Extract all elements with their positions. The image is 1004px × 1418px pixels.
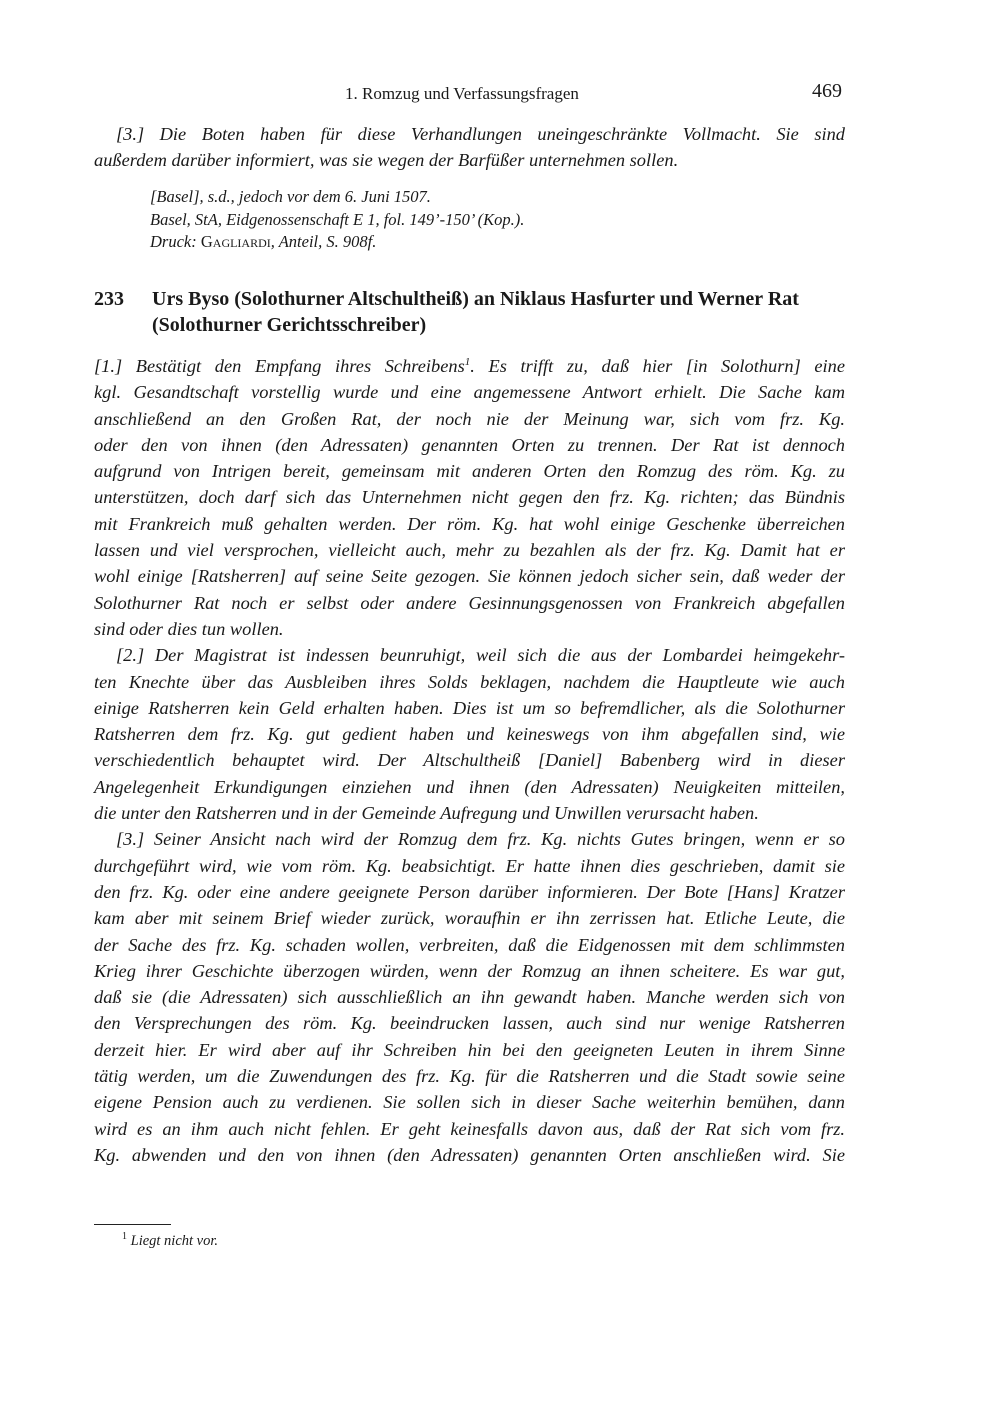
- text-line: eigene Pension auch zu verdienen. Sie sollen sich in dieser Sache weiterhin bemühen, dann: [94, 1092, 845, 1113]
- print-label: Druck:: [150, 232, 197, 251]
- item-body: [94, 353, 845, 1168]
- item-title-line: Urs Byso (Solothurner Altschultheiß) an Niklaus Hasfurter und Werner Rat: [152, 288, 799, 310]
- text-line: [3.] Seiner Ansicht nach wird der Romzug dem frz. Kg. nichts Gutes bringen, wenn er so: [116, 829, 845, 850]
- text-line: tätig werden, um die Zuwendungen des frz. Kg. für die Ratsherren und die Stadt sowie seine: [94, 1066, 845, 1087]
- running-title: 1. Romzug und Verfassungsfragen: [345, 84, 579, 103]
- text-line: [2.] Der Magistrat ist indessen beunruhigt, weil sich die aus der Lombardei heimgekehr-: [116, 645, 845, 666]
- paragraph-3: [94, 826, 845, 1168]
- text-line: unterstützen, doch darf sich das Unternehmen nicht gegen den frz. Kg. richten; das Bündnis: [94, 487, 845, 508]
- text-line: wird es an ihm auch nicht fehlen. Er geht keinesfalls davon aus, daß der Rat sich vom frz.: [94, 1118, 845, 1139]
- text-line: den Versprechungen des röm. Kg. beeindrucken lassen, auch sind nur wenige Ratsherren: [94, 1013, 845, 1034]
- print-author: Gagliardi: [200, 232, 271, 251]
- footnote-ref[interactable]: 1: [464, 355, 471, 368]
- text-line: aufgrund von Intrigen bereit, gemeinsam mit anderen Orten den Romzug des röm. Kg. zu: [94, 461, 845, 482]
- text-line: außerdem darüber informiert, was sie wegen der Barfüßer unternehmen sollen.: [94, 150, 679, 171]
- text-line: sind oder dies tun wollen.: [94, 618, 284, 639]
- text-line: kgl. Gesandtschaft vorstellig wurde und eine angemessene Antwort erhielt. Die Sache kam: [94, 382, 845, 403]
- text-line: lassen und viel versprochen, vielleicht auch, mehr zu bezahlen als der frz. Kg. Damit hat er: [94, 540, 845, 561]
- text-line: mit Frankreich muß gehalten werden. Der röm. Kg. hat wohl einige Geschenke überreichen: [94, 513, 845, 534]
- footnote-text: Liegt nicht vor.: [130, 1233, 219, 1249]
- text: [1.] Bestätigt den Empfang ihres Schreibens: [94, 356, 465, 376]
- text-line: Angelegenheit Erkundigungen einziehen und ihnen (den Adressaten) Neuigkeiten mitteilen,: [94, 776, 845, 797]
- text-line: daß sie (die Adressaten) sich ausschließlich an ihn gewandt haben. Manche werden sich von: [94, 987, 845, 1008]
- text-line: [3.] Die Boten haben für diese Verhandlungen uneingeschränkte Vollmacht. Sie sind: [116, 124, 845, 144]
- item-number: 233: [94, 288, 124, 310]
- item-heading: [94, 286, 845, 338]
- print-ref: , Anteil, S. 908f.: [270, 232, 377, 251]
- text-line: Krieg ihrer Geschichte überzogen würden, wenn der Romzug an ihnen scheitere. Es war gut,: [94, 960, 845, 981]
- source-notes: [150, 186, 524, 254]
- text-line: verschiedentlich behauptet wird. Der Altschultheiß [Daniel] Babenberg wird in dieser: [94, 750, 845, 771]
- text-line: [94, 353, 845, 379]
- text-line: den frz. Kg. oder eine andere geeignete Person darüber informieren. Der Bote [Hans] Kratzer: [94, 881, 845, 902]
- print-line: [150, 231, 524, 254]
- item-title-line: (Solothurner Gerichtsschreiber): [152, 314, 427, 336]
- text-line: durchgeführt wird, wie vom röm. Kg. beabsichtigt. Er hatte ihnen dies geschrieben, damit sie: [94, 855, 845, 876]
- text-line: derzeit hier. Er wird aber auf ihr Schreiben hin bei den geeigneten Leuten in ihrem Sinne: [94, 1039, 845, 1060]
- text-line: anschließend an den Großen Rat, der noch nie der Meinung war, sich vom frz. Kg.: [94, 408, 845, 429]
- paragraph-1: [94, 379, 845, 642]
- text-line: Solothurner Rat noch er selbst oder andere Gesinnungsgenossen von Frankreich abgefallen: [94, 592, 845, 613]
- text-line: die unter den Ratsherren und in der Gemeinde Aufregung und Unwillen verursacht haben.: [94, 803, 759, 824]
- text-line: oder den von ihnen (den Adressaten) genannten Orten zu trennen. Der Rat ist dennoch: [94, 434, 845, 455]
- page-number: 469: [812, 80, 842, 102]
- date-line: [Basel], s.d., jedoch vor dem 6. Juni 1507.: [150, 187, 431, 206]
- text-line: Kg. abwenden und den von ihnen (den Adressaten) genannten Orten anschließen wird. Sie: [94, 1144, 845, 1165]
- text-line: einige Ratsherren kein Geld erhalten haben. Dies ist um so befremdlicher, als die Solothurner: [94, 697, 845, 718]
- footnote: [122, 1233, 218, 1250]
- text-line: kam aber mit seinem Brief wieder zurück, woraufhin er ihn zerrissen hat. Etliche Leute, die: [94, 908, 845, 929]
- footnote-marker: 1: [122, 1231, 127, 1243]
- previous-item-text: [94, 121, 845, 174]
- footnote-rule: [94, 1224, 171, 1225]
- text-line: wohl einige [Ratsherren] auf seine Seite gezogen. Sie können jedoch sicher sein, daß weder der: [94, 566, 845, 587]
- text-line: ten Knechte über das Ausbleiben ihres Solds beklagen, nachdem die Hauptleute wie auch: [94, 671, 845, 692]
- text: . Es trifft zu, daß hier [in Solothurn] eine: [470, 356, 845, 376]
- paragraph-2: [94, 642, 845, 826]
- text-line: Ratsherren dem frz. Kg. gut gedient haben und keineswegs von ihm abgefallen sind, wie: [94, 724, 845, 745]
- text-line: der Sache des frz. Kg. schaden wollen, verbreiten, daß die Eidgenossen mit dem schlimmsten: [94, 934, 845, 955]
- archive-line: Basel, StA, Eidgenossenschaft E 1, fol. 149’-150’ (Kop.).: [150, 209, 525, 229]
